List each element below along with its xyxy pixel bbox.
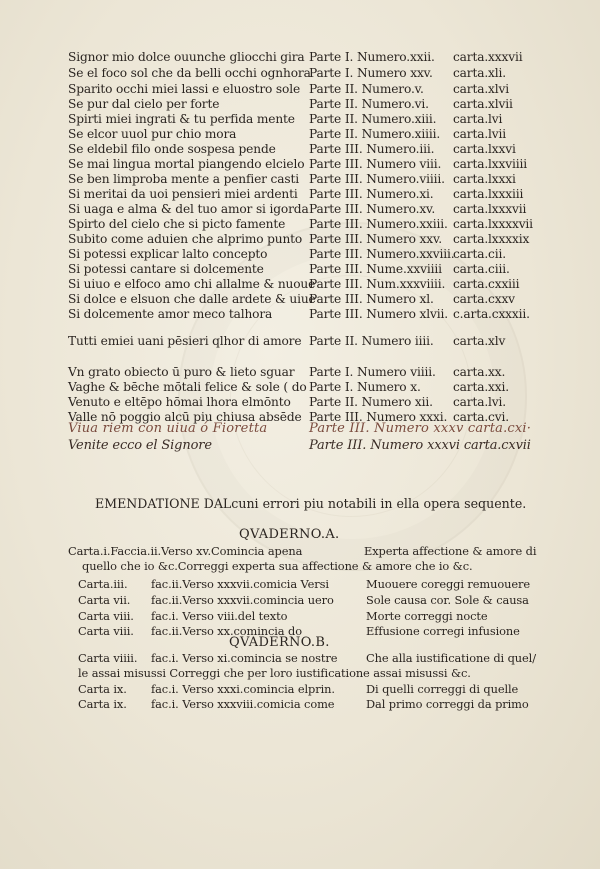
text-cell: Numero.xiii. bbox=[361, 112, 437, 126]
text-cell bbox=[309, 380, 421, 394]
text-cell bbox=[309, 112, 436, 126]
errata-heading: EMENDATIONE DALcuni errori piu notabili in ella opera sequente. bbox=[95, 496, 527, 511]
text-cell: Parte III. bbox=[309, 277, 363, 291]
text-cell: Venite ecco el Signore bbox=[68, 438, 212, 453]
text-cell: Carta vii. bbox=[78, 593, 131, 607]
text-cell: Numero xxv. bbox=[366, 232, 443, 246]
text-cell: Parte III. bbox=[309, 232, 363, 246]
text-cell: carta.xlvi bbox=[453, 82, 510, 96]
text-cell: Parte II. bbox=[309, 127, 358, 141]
text-cell bbox=[309, 232, 442, 246]
text-cell: Numero.v. bbox=[361, 82, 424, 96]
text-cell: Parte II. bbox=[309, 395, 358, 409]
text-cell: Numero.xxiii. bbox=[366, 217, 448, 231]
text-cell: Dal primo correggi da primo bbox=[366, 697, 529, 711]
text-cell: carta.xxi. bbox=[453, 380, 509, 394]
text-cell: Numero.iii. bbox=[366, 142, 435, 156]
text-cell: Parte III. bbox=[309, 410, 363, 424]
text-cell: Numero.vi. bbox=[361, 97, 429, 111]
text-cell: Numero x. bbox=[356, 380, 421, 394]
text-cell: carta.lxxxvii bbox=[453, 202, 527, 216]
text-cell: Sparito occhi miei lassi e eluostro sole bbox=[68, 82, 301, 96]
text-cell: Valle nō poggio alcū piu chiusa absēde bbox=[68, 410, 302, 424]
text-cell: Numero.xxii. bbox=[356, 50, 435, 64]
text-cell bbox=[309, 82, 424, 96]
text-cell: Si dolce e elsuon che dalle ardete & uiue bbox=[68, 292, 316, 306]
text-cell: Spirto del cielo che si picto famente bbox=[68, 217, 286, 231]
text-cell: carta.ciii. bbox=[453, 262, 510, 276]
text-cell: carta.lxxviiii bbox=[453, 157, 527, 171]
text-cell: fac.i. Verso xi.comincia se nostre bbox=[151, 651, 338, 665]
text-cell: Numero xxxi. bbox=[366, 410, 448, 424]
text-cell bbox=[309, 262, 442, 276]
text-cell: Muouere coreggi remuouere bbox=[366, 577, 530, 591]
text-cell: Carta ix. bbox=[78, 697, 127, 711]
text-cell: carta.lvi bbox=[453, 112, 503, 126]
text-cell: carta.xlvii bbox=[453, 97, 513, 111]
text-cell: Numero xxv. bbox=[356, 66, 433, 80]
text-cell bbox=[309, 217, 448, 231]
text-cell: carta.xx. bbox=[453, 365, 506, 379]
text-cell: quello che io &c.Correggi experta sua affectione & amore che io &c. bbox=[82, 559, 473, 573]
text-cell: Se mai lingua mortal piangendo elcielo bbox=[68, 157, 305, 171]
text-cell: carta.xlv bbox=[453, 334, 506, 348]
text-cell: Carta.iii. bbox=[78, 577, 128, 591]
text-cell: Parte III. bbox=[309, 202, 363, 216]
text-cell: Nume.xxviiii bbox=[366, 262, 442, 276]
text-cell: Parte I. bbox=[309, 365, 354, 379]
text-cell: Parte II. bbox=[309, 112, 358, 126]
text-cell: Carta ix. bbox=[78, 682, 127, 696]
text-cell: Vn grato obiecto ū puro & lieto sguar bbox=[68, 365, 295, 379]
text-cell: Carta viiii. bbox=[78, 651, 138, 665]
text-cell: fac.i. Verso xxxi.comincia elprin. bbox=[151, 682, 335, 696]
text-cell: Numero xlvii. bbox=[366, 307, 448, 321]
text-cell bbox=[309, 292, 434, 306]
text-cell: Se elcor uuol pur chio mora bbox=[68, 127, 237, 141]
text-cell: Numero.xxviii. bbox=[366, 247, 455, 261]
text-cell: Parte III. Numero xxxv carta.cxi· bbox=[309, 421, 532, 436]
text-cell: Num.xxxviiii. bbox=[366, 277, 446, 291]
text-cell bbox=[309, 157, 441, 171]
text-cell: fac.ii.Verso xx.comincia do bbox=[151, 624, 302, 638]
text-cell: carta.lxxxiii bbox=[453, 187, 524, 201]
text-cell: fac.i. Verso xxxviii.comicia come bbox=[151, 697, 335, 711]
text-cell bbox=[309, 172, 445, 186]
text-cell: Vaghe & bēche mōtali felice & sole ( do bbox=[68, 380, 307, 394]
text-cell: Se el foco sol che da belli occhi ognhora bbox=[68, 66, 311, 80]
text-cell bbox=[309, 277, 445, 291]
text-cell: carta.lxxxxvii bbox=[453, 217, 533, 231]
text-cell bbox=[309, 142, 434, 156]
text-cell: Carta.i.Faccia.ii.Verso xv.Comincia apena bbox=[68, 544, 303, 558]
text-cell: carta.cii. bbox=[453, 247, 506, 261]
text-cell bbox=[309, 334, 434, 348]
text-cell: Di quelli correggi di quelle bbox=[366, 682, 519, 696]
text-cell bbox=[309, 50, 435, 64]
text-cell: Subito come aduien che alprimo punto bbox=[68, 232, 303, 246]
text-cell: Parte III. bbox=[309, 157, 363, 171]
text-cell: Parte III. Numero xxxvi carta.cxvii bbox=[309, 438, 531, 453]
text-cell: Numero.xiiii. bbox=[361, 127, 441, 141]
text-cell: Numero.xi. bbox=[366, 187, 434, 201]
text-cell: Parte I. bbox=[309, 50, 354, 64]
text-cell: Parte III. bbox=[309, 187, 363, 201]
text-cell: carta.xxxvii bbox=[453, 50, 523, 64]
quaderno-b-heading: QVADERNO.B. bbox=[229, 635, 330, 650]
text-cell: Parte III. bbox=[309, 262, 363, 276]
text-cell bbox=[309, 247, 455, 261]
text-cell: Parte II. bbox=[309, 334, 358, 348]
text-cell: Si dolcemente amor meco talhora bbox=[68, 307, 273, 321]
text-cell: Parte I. bbox=[309, 66, 354, 80]
text-cell bbox=[309, 307, 448, 321]
text-cell: fac.ii.Verso xxxvii.comicia Versi bbox=[151, 577, 329, 591]
text-cell: Parte III. bbox=[309, 292, 363, 306]
text-cell bbox=[309, 97, 429, 111]
text-cell: Si uaga e alma & del tuo amor si igorda bbox=[68, 202, 309, 216]
text-cell: Parte III. bbox=[309, 307, 363, 321]
text-cell: Si meritai da uoi pensieri miei ardenti bbox=[68, 187, 298, 201]
text-cell: carta.lvii bbox=[453, 127, 507, 141]
text-cell bbox=[309, 187, 434, 201]
text-cell: Numero.xv. bbox=[366, 202, 436, 216]
text-cell: Numero xl. bbox=[366, 292, 434, 306]
text-cell: Experta affectione & amore di bbox=[364, 544, 537, 558]
text-cell: carta.cxxiii bbox=[453, 277, 520, 291]
text-cell bbox=[309, 395, 433, 409]
text-cell: carta.lvi. bbox=[453, 395, 507, 409]
text-cell: fac.ii.Verso xxxvii.comincia uero bbox=[151, 593, 334, 607]
text-cell: Se eldebil filo onde sospesa pende bbox=[68, 142, 276, 156]
text-cell: Che alla iustificatione di quel/ bbox=[366, 651, 536, 665]
text-cell: Si uiuo e elfoco amo chi allalme & nuoue bbox=[68, 277, 316, 291]
text-cell: Parte II. bbox=[309, 97, 358, 111]
text-cell: carta.xli. bbox=[453, 66, 506, 80]
text-cell: Parte III. bbox=[309, 172, 363, 186]
text-cell: Se ben limproba mente a penfier casti bbox=[68, 172, 299, 186]
text-cell: Parte III. bbox=[309, 142, 363, 156]
text-cell: Viua riem con uiua ó Fioretta bbox=[68, 421, 268, 436]
text-cell bbox=[309, 202, 435, 216]
text-cell: Numero iiii. bbox=[361, 334, 434, 348]
text-cell: c.arta.cxxxii. bbox=[453, 307, 530, 321]
text-cell: carta.lxxxxix bbox=[453, 232, 530, 246]
text-cell: Numero viii. bbox=[366, 157, 442, 171]
text-cell: Spirti miei ingrati & tu perfida mente bbox=[68, 112, 295, 126]
text-cell: Tutti emiei uani pēsieri qlhor di amore bbox=[68, 334, 302, 348]
text-cell: Signor mio dolce ouunche gliocchi gira bbox=[68, 50, 305, 64]
text-cell bbox=[309, 66, 433, 80]
text-cell: Parte I. bbox=[309, 380, 354, 394]
quaderno-a-heading: QVADERNO.A. bbox=[239, 527, 340, 542]
text-cell: Se pur dal cielo per forte bbox=[68, 97, 220, 111]
text-cell: fac.i. Verso viii.del texto bbox=[151, 609, 288, 623]
text-cell: Numero xii. bbox=[361, 395, 433, 409]
text-cell: Sole causa cor. Sole & causa bbox=[366, 593, 529, 607]
text-cell: Morte correggi nocte bbox=[366, 609, 488, 623]
text-cell: Effusione corregi infusione bbox=[366, 624, 520, 638]
text-cell: Carta viii. bbox=[78, 624, 134, 638]
text-cell: carta.lxxvi bbox=[453, 142, 516, 156]
text-cell: Carta viii. bbox=[78, 609, 134, 623]
text-cell: Numero.viiii. bbox=[366, 172, 445, 186]
text-cell: Si potessi cantare si dolcemente bbox=[68, 262, 264, 276]
text-cell: Parte III. bbox=[309, 217, 363, 231]
text-cell: le assai misussi Correggi che per loro iustificatione assai misussi &c. bbox=[78, 666, 471, 680]
text-cell: Venuto e eltēpo hōmai lhora elmōnto bbox=[68, 395, 291, 409]
text-cell: Parte II. bbox=[309, 82, 358, 96]
text-cell: Numero viiii. bbox=[356, 365, 436, 379]
text-cell: Si potessi explicar lalto concepto bbox=[68, 247, 268, 261]
text-cell: carta.cvi. bbox=[453, 410, 509, 424]
text-cell: carta.lxxxi bbox=[453, 172, 516, 186]
text-cell bbox=[309, 127, 440, 141]
text-cell: carta.cxxv bbox=[453, 292, 515, 306]
text-cell bbox=[309, 365, 436, 379]
text-cell: Parte III. bbox=[309, 247, 363, 261]
